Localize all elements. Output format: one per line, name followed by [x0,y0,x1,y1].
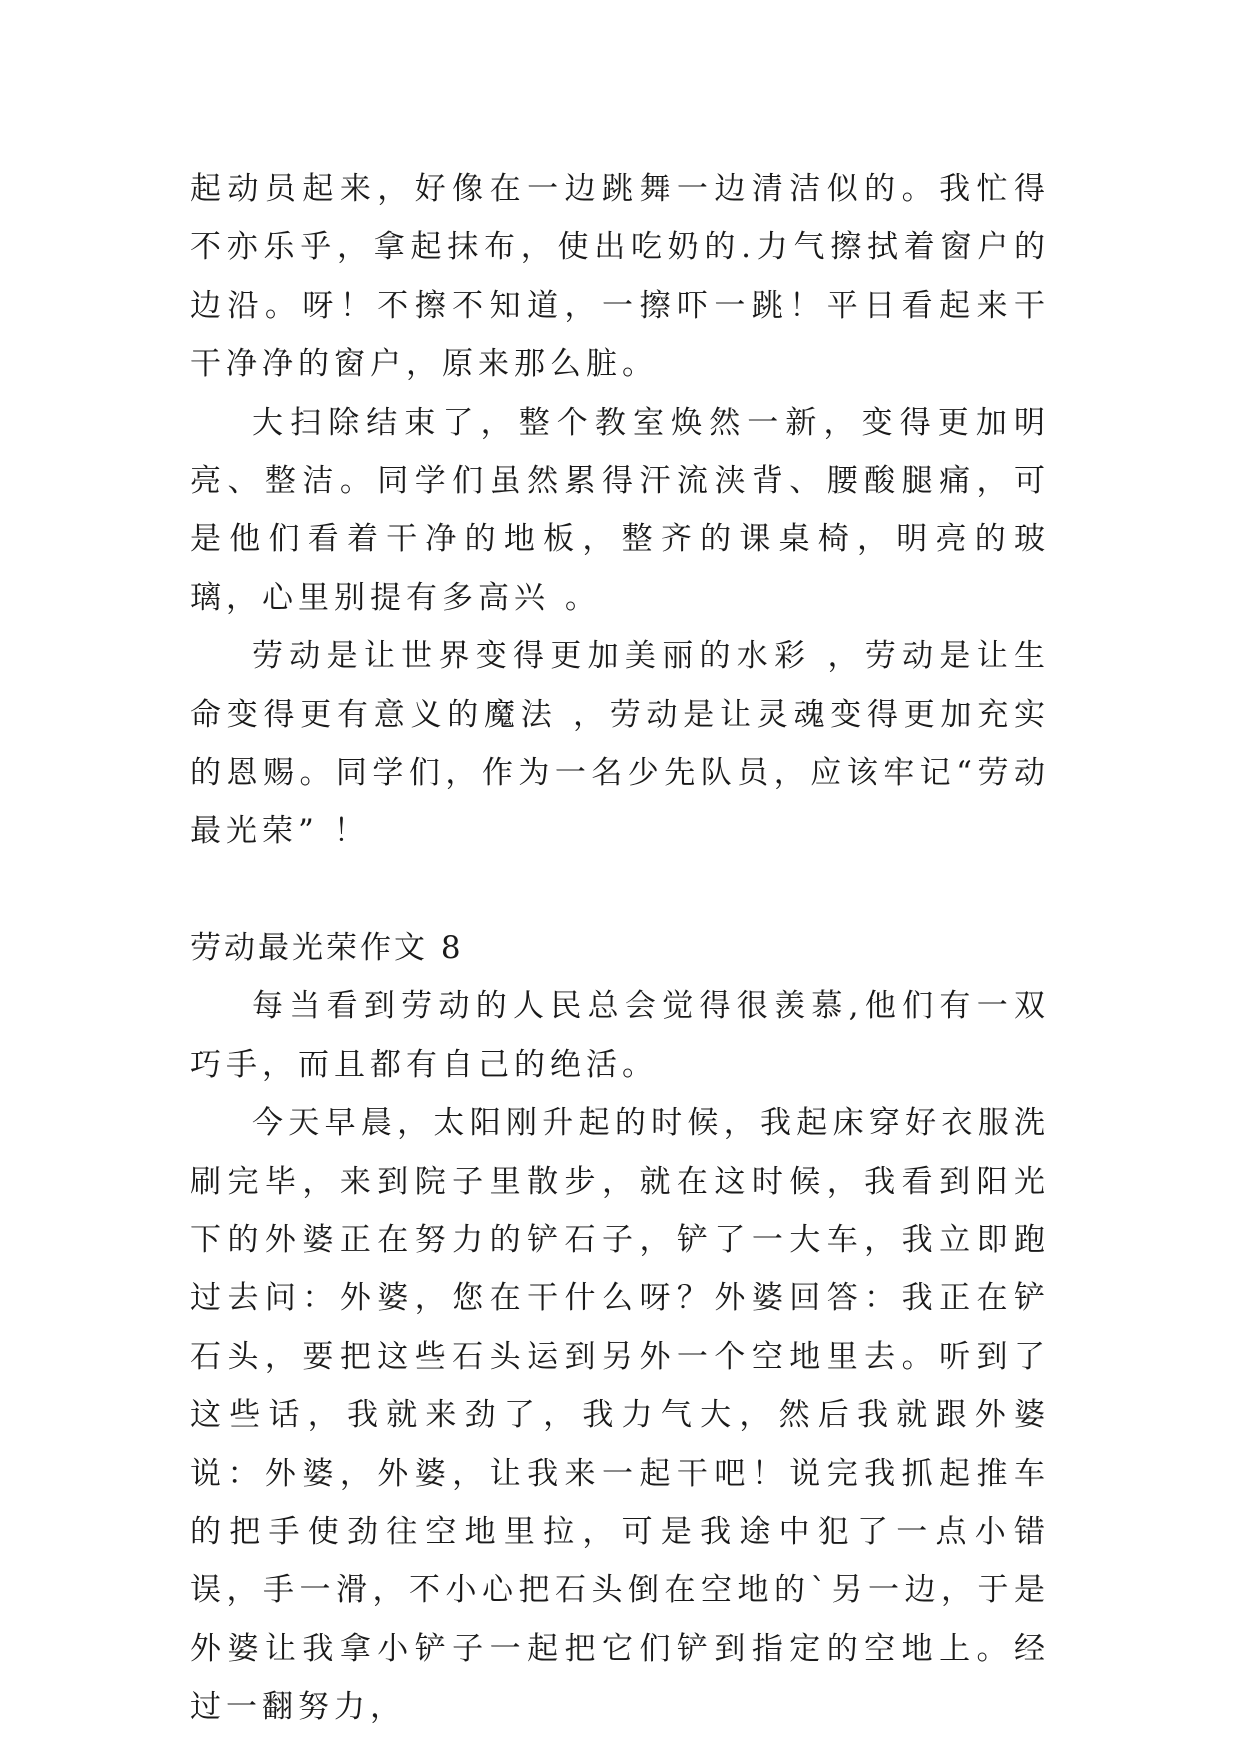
body-paragraph: 劳动是让世界变得更加美丽的水彩 ，劳动是让生命变得更有意义的魔法 ，劳动是让灵魂变得更加充实的恩赐。同学们，作为一名少先队员，应该牢记“劳动最光荣” ！ [190,638,1050,850]
body-paragraph: 今天早晨，太阳刚升起的时候，我起床穿好衣服洗刷完毕，来到院子里散步，就在这时候，我看到阳光下的外婆正在努力的铲石子，铲了一大车，我立即跑过去问：外婆，您在干什么呀？外婆回答：我正在铲石头，要把这些石头运到另外一个空地里去。听到了这些话，我就来劲了，我力气大，然后我就跟外婆说：外婆，外婆，让我来一起干吧！说完我抓起推车的把手使劲往空地里拉，可是我途中犯了一点小错误，手一滑，不小心把石头倒在空地的`另一边，于是外婆让我拿小铲子一起把它们铲到指定的空地上。经过一翻努力， [190,1105,1050,1726]
section-heading: 劳动最光荣作文 8 [190,929,464,966]
body-paragraph: 起动员起来，好像在一边跳舞一边清洁似的。我忙得不亦乐乎，拿起抹布，使出吃奶的.力气擦拭着窗户的边沿。呀！不擦不知道，一擦吓一跳！平日看起来干干净净的窗户，原来那么脏。 [190,171,1050,383]
document-page [190,160,1050,1737]
body-paragraph: 大扫除结束了，整个教室焕然一新，变得更加明亮、整洁。同学们虽然累得汗流浃背、腰酸腿痛，可是他们看着干净的地板，整齐的课桌椅，明亮的玻璃，心里别提有多高兴 。 [190,404,1050,616]
body-paragraph: 每当看到劳动的人民总会觉得很羡慕,他们有一双巧手，而且都有自己的绝活。 [190,988,1050,1083]
section-gap [190,861,1050,919]
